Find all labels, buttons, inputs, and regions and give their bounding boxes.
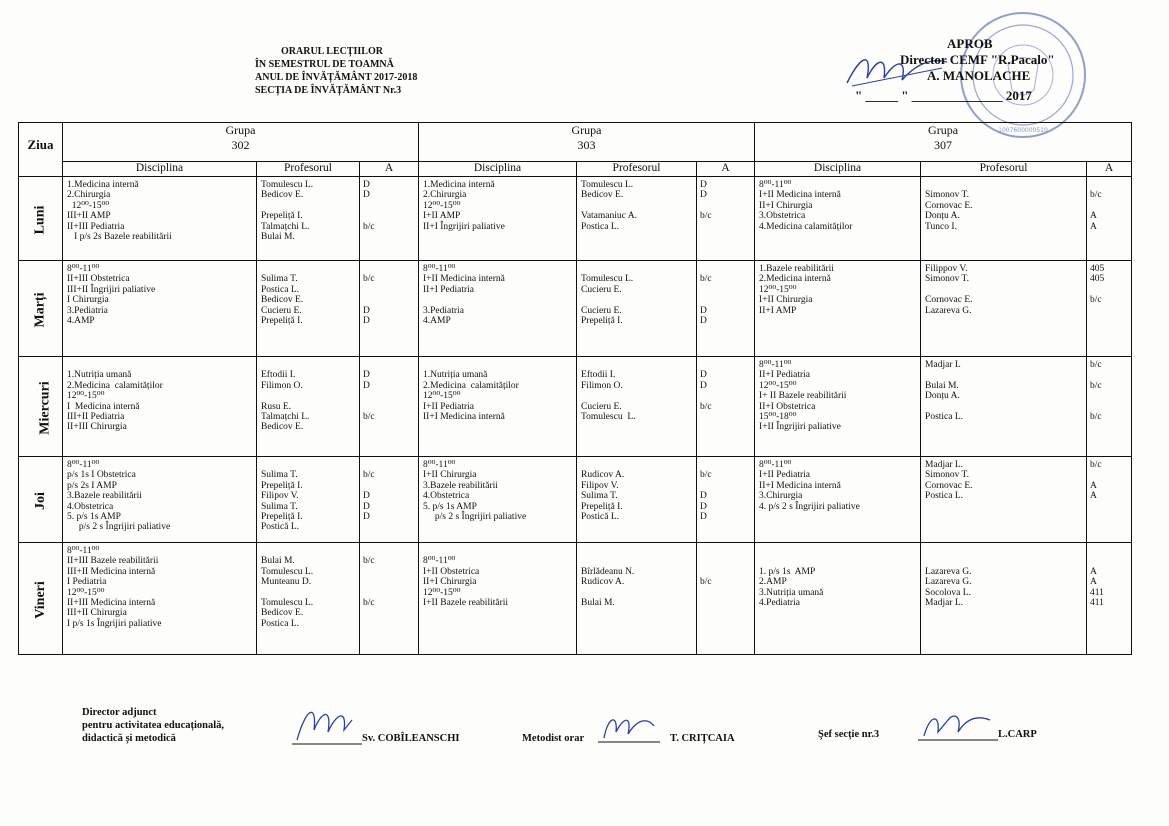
- discipline-cell: 8⁰⁰-11⁰⁰ I+II Medicina internă II+I Chirurgia 3.Obstetrica 4.Medicina calamităților: [755, 177, 921, 261]
- room-cell: D D b/c: [360, 357, 419, 457]
- room-cell: b/c D D D: [697, 457, 755, 543]
- discipline-header: Disciplina: [419, 162, 577, 177]
- discipline-header: Disciplina: [63, 162, 257, 177]
- room-cell: b/c A A: [1087, 457, 1132, 543]
- discipline-cell: 8⁰⁰-11⁰⁰ II+III Obstetrica III+II Îngrijiri paliative I Chirurgia 3.Pediatria 4.AMP: [63, 261, 257, 357]
- day-label: Joi: [19, 457, 63, 543]
- day-row: [19, 261, 1132, 357]
- room-cell: b/c: [697, 543, 755, 655]
- discipline-cell: 1.Medicina internă 2.Chirurgia 12⁰⁰-15⁰⁰ III+II AMP II+III Pediatria I p/s 2s Bazele reabilitării: [63, 177, 257, 261]
- discipline-cell: 1.Nutriția umană 2.Medicina calamităților 12⁰⁰-15⁰⁰ I Medicina internă III+II Pediatria II+III Chirurgia: [63, 357, 257, 457]
- teacher-cell: Rudicov A. Filipov V. Sulima T. Prepeliță I. Postică L.: [577, 457, 697, 543]
- teacher-cell: Lazareva G. Lazareva G. Socolova L. Madjar L.: [921, 543, 1087, 655]
- approval-block: [855, 30, 1095, 110]
- room-header: A: [360, 162, 419, 177]
- day-label: Miercuri: [19, 357, 63, 457]
- day-row: [19, 177, 1132, 261]
- teacher-cell: Sulima T. Prepeliță I. Filipov V. Sulima T. Prepeliță I. Postică L.: [257, 457, 360, 543]
- head-signature: [918, 708, 998, 744]
- discipline-header: Disciplina: [755, 162, 921, 177]
- room-cell: b/c A A: [1087, 177, 1132, 261]
- room-cell: D D b/c: [697, 177, 755, 261]
- deputy-director-title: Director adjunct pentru activitatea educațională, didactică și metodică: [82, 707, 225, 744]
- teacher-cell: Eftodii I. Filimon O. Cucieru E. Tomulescu L.: [577, 357, 697, 457]
- day-row: [19, 357, 1132, 457]
- room-cell: D D b/c: [360, 177, 419, 261]
- group-header: Grupa 303: [419, 123, 755, 162]
- approval-role: Director CEMF "R.Pacalo": [900, 52, 1055, 67]
- discipline-cell: 8⁰⁰-11⁰⁰ I+II Pediatria II+I Medicina internă 3.Chirurgia 4. p/s 2 s Îngrijiri paliative: [755, 457, 921, 543]
- room-cell: 405 405 b/c: [1087, 261, 1132, 357]
- teacher-header: Profesorul: [921, 162, 1087, 177]
- teacher-cell: Simonov T. Cornovac E. Donțu A. Tunco I.: [921, 177, 1087, 261]
- document-title: [255, 45, 417, 97]
- day-row: [19, 457, 1132, 543]
- teacher-cell: Filippov V. Simonov T. Cornovac E. Lazareva G.: [921, 261, 1087, 357]
- head-name: L.CARP: [998, 729, 1037, 740]
- room-cell: b/c b/c: [360, 543, 419, 655]
- room-cell: D D b/c: [697, 357, 755, 457]
- title-line: SECȚIA DE ÎNVĂȚĂMÂNT Nr.3: [255, 85, 402, 96]
- teacher-header: Profesorul: [577, 162, 697, 177]
- deputy-name: Sv. COBÎLEANSCHI: [362, 733, 460, 744]
- group-header: Grupa 302: [63, 123, 419, 162]
- approval-date: " _____ " ______________ 2017: [855, 88, 1032, 103]
- room-cell: b/c D D: [697, 261, 755, 357]
- title-line: ÎN SEMESTRUL DE TOAMNĂ: [255, 59, 394, 70]
- day-label: Luni: [19, 177, 63, 261]
- schedule-table: [18, 122, 1132, 655]
- methodist-name: T. CRIȚCAIA: [670, 733, 735, 744]
- teacher-cell: Tomulescu L. Cucieru E. Cucieru E. Prepeliță I.: [577, 261, 697, 357]
- discipline-cell: 1. p/s 1s AMP 2.AMP 3.Nutriția umană 4.Pediatria: [755, 543, 921, 655]
- teacher-cell: Bulai M. Tomulescu L. Munteanu D. Tomulescu L. Bedicov E. Postica L.: [257, 543, 360, 655]
- discipline-cell: 1.Bazele reabilitării 2.Medicina internă 12⁰⁰-15⁰⁰ I+II Chirurgia II+I AMP: [755, 261, 921, 357]
- title-line: ORARUL LECȚIILOR: [281, 46, 383, 57]
- day-row: [19, 543, 1132, 655]
- room-header: A: [1087, 162, 1132, 177]
- room-cell: b/c D D: [360, 261, 419, 357]
- discipline-cell: 8⁰⁰-11⁰⁰ p/s 1s I Obstetrica p/s 2s I AMP 3.Bazele reabilitării 4.Obstetrica 5. p/s 1s AMP p/s 2 s Îngrijiri paliative: [63, 457, 257, 543]
- teacher-cell: Madjar L. Simonov T. Cornovac E. Postica L.: [921, 457, 1087, 543]
- discipline-cell: 8⁰⁰-11⁰⁰ II+I Pediatria 12⁰⁰-15⁰⁰ I+ II Bazele reabilitării II+I Obstetrica 15⁰⁰-18⁰⁰ I+II Îngrijiri paliative: [755, 357, 921, 457]
- methodist-signature: [598, 708, 660, 746]
- teacher-cell: Bîrlădeanu N. Rudicov A. Bulai M.: [577, 543, 697, 655]
- teacher-cell: Eftodii I. Filimon O. Rusu E. Talmațchi L. Bedicov E.: [257, 357, 360, 457]
- group-header: Grupa 307: [755, 123, 1132, 162]
- room-cell: A A 411 411: [1087, 543, 1132, 655]
- day-column-header: Ziua: [19, 123, 63, 177]
- discipline-cell: 1.Nutriția umană 2.Medicina calamităților 12⁰⁰-15⁰⁰ I+II Pediatria II+I Medicina internă: [419, 357, 577, 457]
- teacher-header: Profesorul: [257, 162, 360, 177]
- head-label: Şef secție nr.3: [818, 729, 880, 740]
- title-line: ANUL DE ÎNVĂȚĂMÂNT 2017-2018: [255, 72, 418, 83]
- schedule-body: [19, 177, 1132, 655]
- teacher-cell: Tomulescu L. Bedicov E. Vatamaniuc A. Postica L.: [577, 177, 697, 261]
- approval-name: A. MANOLACHE: [927, 68, 1031, 83]
- day-label: Vineri: [19, 543, 63, 655]
- room-cell: b/c D D D: [360, 457, 419, 543]
- svg-text:1007600000510: 1007600000510: [998, 127, 1048, 134]
- teacher-cell: Tomulescu L. Bedicov E. Prepeliță I. Talmațchi L. Bulai M.: [257, 177, 360, 261]
- room-cell: b/c b/c b/c: [1087, 357, 1132, 457]
- discipline-cell: 1.Medicina internă 2.Chirurgia 12⁰⁰-15⁰⁰ I+II AMP II+I Îngrijiri paliative: [419, 177, 577, 261]
- deputy-signature: [292, 700, 362, 748]
- teacher-cell: Sulima T. Postica L. Bedicov E. Cucieru E. Prepeliță I.: [257, 261, 360, 357]
- discipline-cell: 8⁰⁰-11⁰⁰ I+II Obstetrica II+I Chirurgia 12⁰⁰-15⁰⁰ I+II Bazele reabilitării: [419, 543, 577, 655]
- discipline-cell: 8⁰⁰-11⁰⁰ II+III Bazele reabilitării III+II Medicina internă I Pediatria 12⁰⁰-15⁰⁰ II+III Medicina internă III+II Chirurgia I p/s 1s Îngrijiri paliative: [63, 543, 257, 655]
- discipline-cell: 8⁰⁰-11⁰⁰ I+II Chirurgia 3.Bazele reabilitării 4.Obstetrica 5. p/s 1s AMP p/s 2 s Îngrijiri paliative: [419, 457, 577, 543]
- discipline-cell: 8⁰⁰-11⁰⁰ I+II Medicina internă II+I Pediatria 3.Pediatria 4.AMP: [419, 261, 577, 357]
- teacher-cell: Madjar L Bulai M. Donțu A. Postica L.: [921, 357, 1087, 457]
- methodist-label: Metodist orar: [522, 733, 585, 744]
- room-header: A: [697, 162, 755, 177]
- approval-title: APROB: [947, 36, 993, 51]
- day-label: Marți: [19, 261, 63, 357]
